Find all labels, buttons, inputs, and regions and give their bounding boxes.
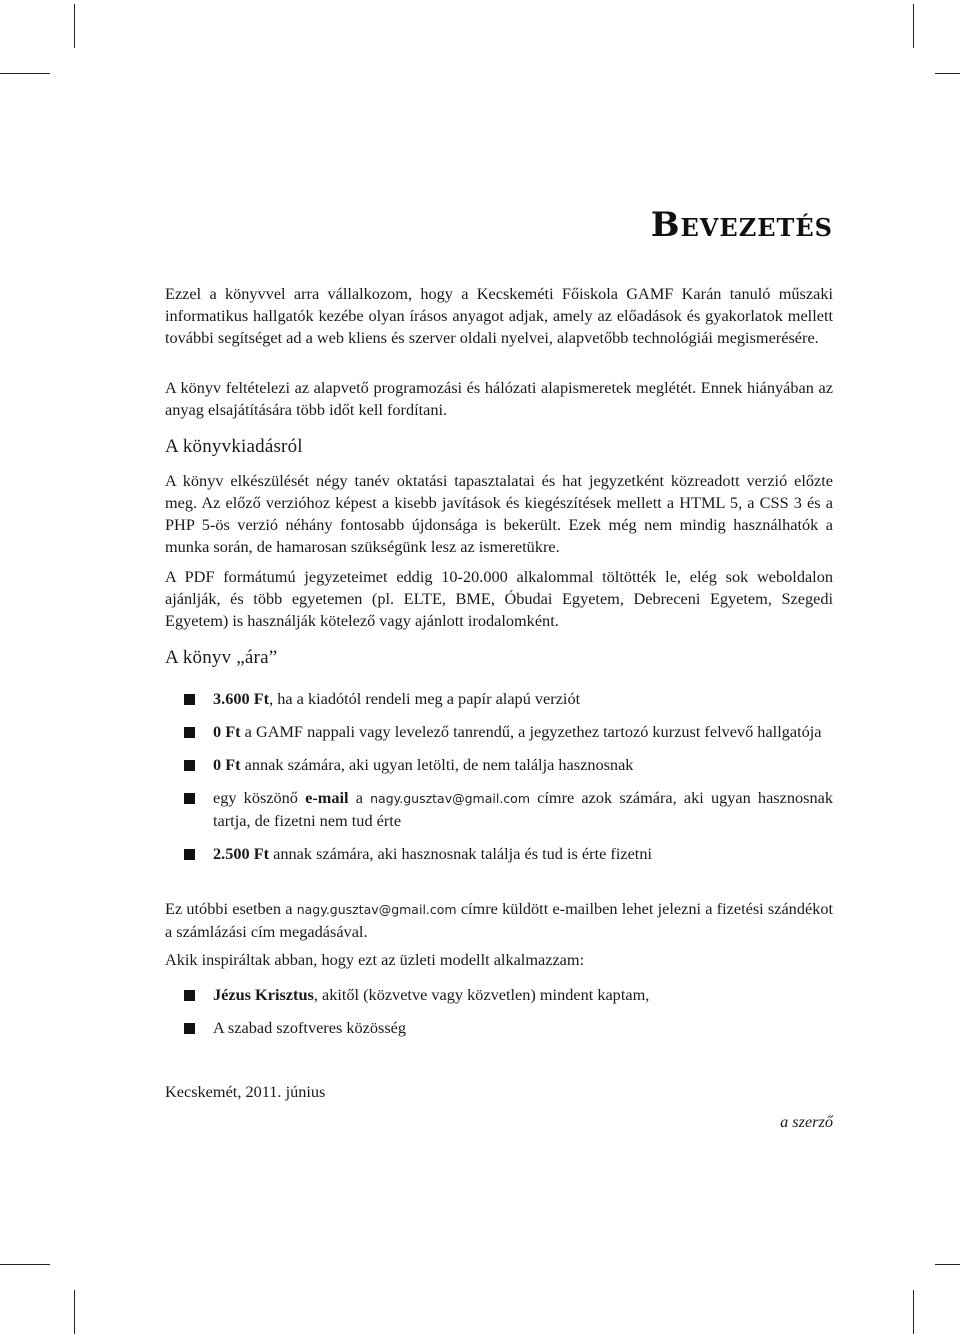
price-description: , ha a kiadótól rendeli meg a papír alapú verziót <box>269 689 581 708</box>
price-description: a GAMF nappali vagy levelező tanrendű, a jegyzethez tartozó kurzust felvevő hallgatója <box>240 722 822 741</box>
intro-paragraph-2: A könyv feltételezi az alapvető programozási és hálózati alapismeretek meglétét. Ennek hiányában az anyag elsajátítására több időt kell fordítani. <box>165 378 833 419</box>
crop-mark <box>913 1290 914 1334</box>
section-heading-price: A könyv „ára” <box>165 647 278 668</box>
inspirer-description: , akitől (közvetve vagy közvetlen) mindent kaptam, <box>313 985 650 1004</box>
crop-mark <box>74 1290 75 1334</box>
list-item <box>165 984 833 1006</box>
crop-mark <box>0 1264 50 1265</box>
price-amount: 2.500 Ft <box>213 844 270 863</box>
square-bullet-icon <box>184 1023 195 1034</box>
price-list <box>165 688 833 865</box>
email-address[interactable]: nagy.gusztav@gmail.com <box>296 902 457 917</box>
price-description: a <box>348 788 371 807</box>
square-bullet-icon <box>184 760 195 771</box>
crop-mark <box>74 4 75 48</box>
place-date: Kecskemét, 2011. június <box>165 1082 326 1101</box>
price-description: annak számára, aki hasznosnak találja és tud is érte fizetni <box>269 844 652 863</box>
square-bullet-icon <box>184 849 195 860</box>
crop-mark <box>935 1264 960 1265</box>
section-heading-publishing: A könyvkiadásról <box>165 436 303 457</box>
price-amount: e-mail <box>305 788 349 807</box>
square-bullet-icon <box>184 990 195 1001</box>
list-item <box>165 754 833 776</box>
inspirers-list <box>165 984 833 1039</box>
price-description: címre azok számára, aki ugyan hasznosnak tartja, de fizetni nem tud érte <box>213 788 833 830</box>
price-description: annak számára, aki ugyan letölti, de nem találja hasznosnak <box>240 755 634 774</box>
inspirer-name: Jézus Krisztus <box>213 985 314 1004</box>
intro-paragraph-1: Ezzel a könyvvel arra vállalkozom, hogy a Kecskeméti Főiskola GAMF Karán tanuló műszaki informatikus hallgatók kezébe olyan írásos anyagot adjak, amely az előadások és gyakorlatok mellett további segítséget ad a web kliens és szerver oldali nyelvei, alapvetőbb technológiái megismerésére. <box>165 284 833 347</box>
price-description: egy köszönő <box>213 788 306 807</box>
crop-mark <box>913 4 914 48</box>
list-item <box>165 721 833 743</box>
price-amount: 0 Ft <box>213 755 241 774</box>
crop-mark <box>935 73 960 74</box>
price-amount: 0 Ft <box>213 722 241 741</box>
list-item <box>165 1017 833 1039</box>
square-bullet-icon <box>184 694 195 705</box>
square-bullet-icon <box>184 727 195 738</box>
publishing-paragraph-1: A könyv elkészülését négy tanév oktatási tapasztalatai és hat jegyzetként közreadott verzió előzte meg. Az előző verzióhoz képest a kisebb javítások és kiegészítések mellett a HTML 5, a CSS 3 és a PHP 5-ös verzió néhány fontosabb újdonsága is bekerült. Ezek még nem mindig használhatók a munka során, de hamarosan szükségünk lesz az ismeretükre. <box>165 471 833 556</box>
author-signature: a szerző <box>780 1112 833 1131</box>
payment-note: Ez utóbbi esetben a nagy.gusztav@gmail.com címre küldött e-mailben lehet jelezni a fizetési szándékot a számlázási cím megadásával. <box>165 899 833 941</box>
publishing-paragraph-2: A PDF formátumú jegyzeteimet eddig 10-20.000 alkalommal töltötték le, elég sok weboldalon ajánlják, és több egyetemen (pl. ELTE, BME, Óbudai Egyetem, Debreceni Egyetem, Szegedi Egyetem) is használják kötelező vagy ajánlott irodalomként. <box>165 567 833 630</box>
crop-mark <box>0 73 50 74</box>
inspired-intro: Akik inspiráltak abban, hogy ezt az üzleti modellt alkalmazzam: <box>165 950 585 969</box>
list-item <box>165 843 833 865</box>
page-title: Bevezetés <box>650 205 833 245</box>
email-address[interactable]: nagy.gusztav@gmail.com <box>370 791 530 806</box>
price-amount: 3.600 Ft <box>213 689 270 708</box>
list-item <box>165 688 833 710</box>
inspirer-description: A szabad szoftveres közösség <box>213 1018 407 1037</box>
list-item <box>165 787 833 832</box>
square-bullet-icon <box>184 793 195 804</box>
